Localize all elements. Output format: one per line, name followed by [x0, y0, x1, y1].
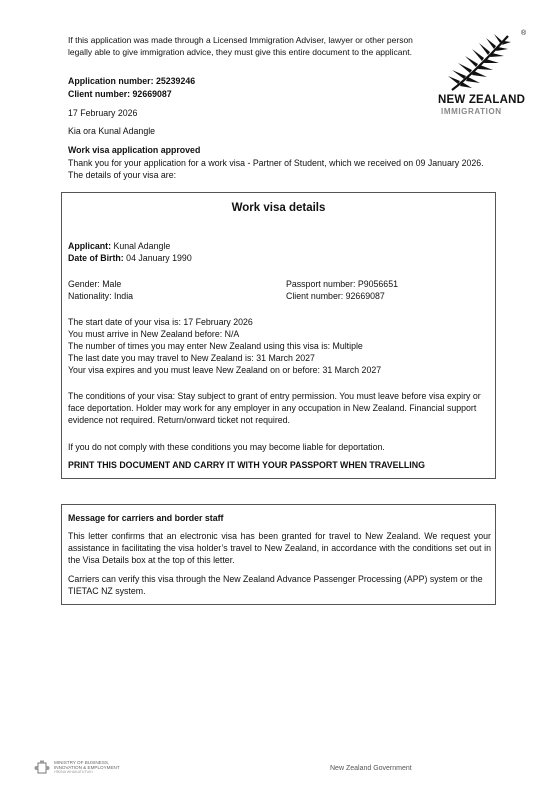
- visa-start-date: The start date of your visa is: 17 February 2026: [68, 317, 253, 327]
- nz-government-wordmark: New Zealand Government: [330, 765, 412, 772]
- last-travel-date: The last date you may travel to New Zealand is: 31 March 2027: [68, 353, 315, 363]
- mbie-line-1: MINISTRY OF BUSINESS,: [54, 760, 110, 765]
- visa-expiry: Your visa expires and you must leave New Zealand on or before: 31 March 2027: [68, 365, 382, 375]
- subject-heading: Work visa application approved: [68, 145, 201, 155]
- mbie-line-2: INNOVATION & EMPLOYMENT: [54, 765, 120, 771]
- print-notice: PRINT THIS DOCUMENT AND CARRY IT WITH YOUR PASSPORT WHEN TRAVELLING: [68, 460, 425, 470]
- carrier-paragraph-2: Carriers can verify this visa through the New Zealand Advance Passenger Processing (APP) system or the TIETAC NZ system.: [68, 574, 483, 596]
- applicant-label: Applicant:: [68, 241, 112, 251]
- application-number-label: Application number:: [68, 76, 154, 86]
- letter-date: 17 February 2026: [68, 108, 138, 118]
- dob-value: 04 January 1990: [126, 253, 192, 263]
- coat-of-arms-icon: [34, 760, 50, 776]
- arrive-before: You must arrive in New Zealand before: N/A: [68, 329, 240, 339]
- applicant-name: Kunal Adangle: [113, 241, 171, 251]
- adviser-notice: If this application was made through a Licensed Immigration Adviser, lawyer or other person legally able to give immigration advice, they must give this entire document to the applicant.: [68, 35, 413, 57]
- intro-paragraph: Thank you for your application for a work visa - Partner of Student, which we received on 09 January 2026. The details of your visa are:: [68, 158, 484, 180]
- silver-fern-icon: [438, 30, 538, 94]
- applicant-row: [68, 240, 170, 252]
- logo-new-zealand: NEW ZEALAND: [438, 94, 526, 106]
- logo-immigration: IMMIGRATION: [441, 107, 502, 116]
- client-number: 92669087: [132, 89, 172, 99]
- gender: Gender: Male: [68, 279, 122, 289]
- registered-mark: ®: [521, 30, 527, 37]
- application-number: 25239246: [155, 76, 196, 86]
- visa-details-title: Work visa details: [231, 202, 326, 214]
- number-of-entries: The number of times you may enter New Zealand using this visa is: Multiple: [68, 341, 363, 351]
- carrier-message-box: [61, 504, 496, 605]
- visa-conditions: The conditions of your visa: Stay subject to grant of entry permission. You must leave before visa expiry or face deportation. Holder may work for any employer in any occupation in New Zealand. Financial support evidence not required. Return/onward ticket not required.: [68, 391, 481, 425]
- carrier-message-title: Message for carriers and border staff: [68, 513, 224, 523]
- passport-number: Passport number: P9056651: [286, 279, 398, 289]
- greeting: Kia ora Kunal Adangle: [68, 126, 156, 136]
- application-number-row: [68, 75, 195, 87]
- mbie-line-3: HĪKINA WHAKATUTUKI: [54, 770, 93, 775]
- client-number-label: Client number:: [68, 89, 131, 99]
- deportation-warning: If you do not comply with these conditions you may become liable for deportation.: [68, 442, 385, 452]
- box-client-number: Client number: 92669087: [286, 291, 385, 301]
- dob-label: Date of Birth:: [68, 253, 124, 263]
- visa-details-box: [61, 192, 496, 479]
- nationality: Nationality: India: [68, 291, 134, 301]
- client-number-row: [68, 88, 172, 100]
- carrier-paragraph-1: This letter confirms that an electronic visa has been granted for travel to New Zealand. We request your assistance in facilitating the visa holder’s travel to New Zealand, in accordance with the conditions set out in the Visa Details box at the top of this letter.: [68, 531, 491, 565]
- dob-row: [68, 252, 192, 264]
